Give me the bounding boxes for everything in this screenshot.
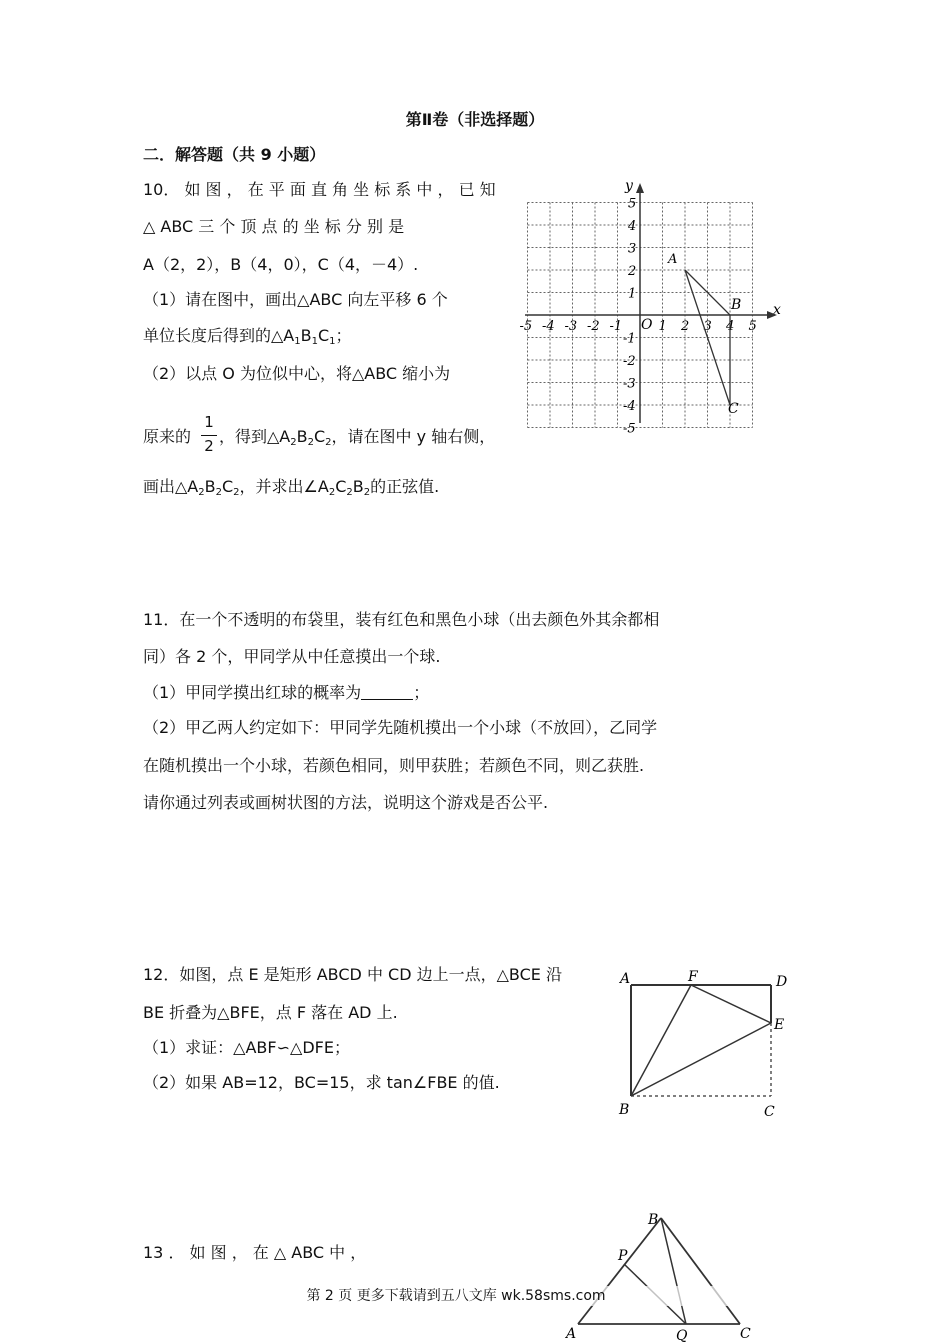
q12-line4: （2）如果 AB=12，BC=15，求 tan∠FBE 的值. (143, 1073, 500, 1092)
point-c-label: C (728, 401, 739, 417)
q11-line1: 11．在一个不透明的布袋里，装有红色和黑色小球（出去颜色外其余都相 (143, 610, 660, 629)
side-ab (578, 1218, 661, 1324)
q13-line1: 13 ． 如 图 ， 在 △ ABC 中 ， (143, 1243, 367, 1262)
x-tick-label: -5 (519, 319, 533, 334)
q10-line2: △ ABC 三 个 顶 点 的 坐 标 分 别 是 (143, 217, 405, 236)
q10-line6: （2）以点 O 为位似中心，将△ABC 缩小为 (143, 364, 451, 383)
q10-line7-end: ，得到$\triangle A_2B_2C_2$，请在图中 y 轴右侧， (219, 427, 496, 448)
q10-line4: （1）请在图中，画出△ABC 向左平移 6 个 (143, 290, 448, 309)
triangle-pq-figure (560, 1206, 760, 1344)
page-footer: 第 2 页 更多下载请到五八文库 wk.58sms.com (0, 1286, 912, 1306)
label-f: F (688, 969, 698, 985)
y-tick-label: -1 (623, 331, 636, 347)
y-tick-label: 2 (628, 264, 637, 279)
segment-fe (691, 985, 771, 1023)
label-c: C (740, 1326, 751, 1342)
label-e: E (774, 1017, 785, 1033)
section-title: 二．解答题（共 9 小题） (143, 145, 326, 164)
fraction-bar (201, 435, 217, 436)
q10-line8: 画出$\triangle A_2B_2C_2$，并求出$\angle A_2C_2B_2$的正弦值. (143, 477, 440, 498)
x-tick-label: 2 (681, 319, 690, 334)
x-axis-label: x (773, 302, 781, 318)
q11-line5: 在随机摸出一个小球，若颜色相同，则甲获胜；若颜色不同，则乙获胜. (143, 756, 645, 775)
x-tick-label: -4 (542, 319, 555, 334)
q10-line5: 单位长度后得到的$\triangle A_1B_1C_1$； (143, 326, 352, 347)
x-tick-label: -3 (564, 319, 578, 334)
part-title: 第Ⅱ卷（非选择题） (405, 110, 545, 129)
y-tick-label: -4 (623, 399, 636, 414)
y-tick-label: 4 (628, 219, 637, 234)
fraction-numerator: 1 (204, 413, 214, 431)
x-tick-labels (520, 319, 757, 334)
x-tick-label: 3 (703, 319, 712, 334)
x-tick-label: -2 (587, 319, 600, 334)
rectangle-fold-figure (612, 962, 797, 1124)
coordinate-grid-figure (515, 178, 790, 437)
point-a-label: A (668, 252, 678, 267)
y-tick-label: 1 (628, 286, 637, 302)
y-tick-label: -2 (623, 354, 636, 369)
label-b: B (619, 1102, 630, 1118)
y-tick-label: 3 (628, 241, 637, 257)
label-q: Q (676, 1328, 688, 1344)
y-tick-label: 5 (628, 196, 637, 212)
label-a: A (566, 1326, 577, 1342)
q10-line7-start: 原来的 (143, 427, 192, 446)
label-p: P (618, 1248, 628, 1264)
q12-line2: BE 折叠为△BFE，点 F 落在 AD 上. (143, 1003, 398, 1022)
y-axis-label: y (625, 178, 633, 194)
fraction-denominator: 2 (204, 437, 214, 455)
point-b-label: B (731, 297, 742, 313)
y-tick-label: -3 (623, 376, 636, 392)
label-c: C (764, 1104, 775, 1120)
q10-line3: A（2，2），B（4，0），C（4，－4）. (143, 255, 419, 274)
q12-line3: （1）求证：△ABF∽△DFE； (143, 1038, 350, 1057)
answer-blank[interactable] (361, 685, 413, 700)
x-tick-label: -1 (609, 319, 623, 334)
q11-line4: （2）甲乙两人约定如下：甲同学先随机摸出一个小球（不放回），乙同学 (143, 718, 658, 737)
q11-line2: 同）各 2 个，甲同学从中任意摸出一个球. (143, 647, 441, 666)
label-b: B (648, 1212, 659, 1228)
x-tick-label: 1 (658, 319, 667, 334)
q11-line3: （1）甲同学摸出红球的概率为 ； (143, 683, 430, 702)
y-axis-arrow (636, 183, 644, 193)
segment-be (631, 1023, 771, 1096)
y-tick-labels (623, 197, 636, 437)
segment-bf (631, 985, 691, 1096)
x-tick-label: 5 (748, 319, 757, 334)
x-tick-label: 4 (726, 319, 735, 334)
y-tick-label: -5 (623, 421, 636, 437)
origin-label: O (641, 317, 653, 333)
q10-line1: 10． 如 图 ， 在 平 面 直 角 坐 标 系 中 ， 已 知 (143, 180, 496, 199)
label-a: A (620, 971, 631, 987)
q12-line1: 12．如图，点 E 是矩形 ABCD 中 CD 边上一点，△BCE 沿 (143, 965, 562, 984)
label-d: D (776, 974, 788, 990)
q11-line6: 请你通过列表或画树状图的方法，说明这个游戏是否公平. (143, 793, 549, 812)
